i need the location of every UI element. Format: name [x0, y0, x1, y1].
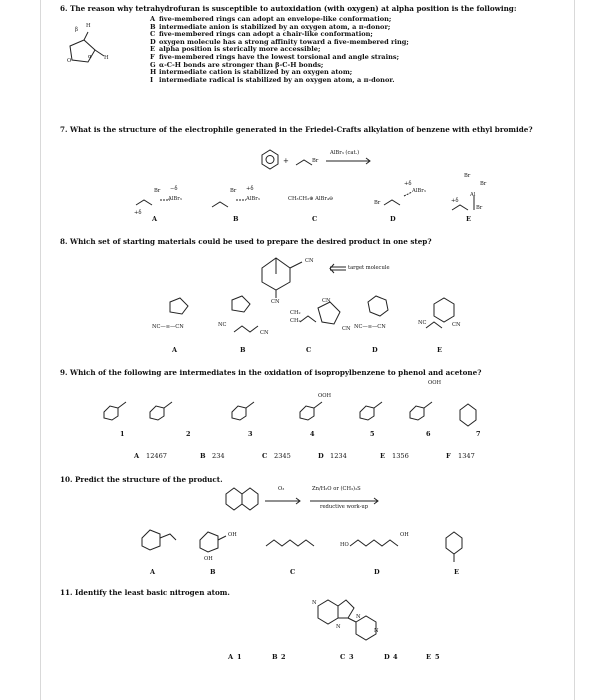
q6-o-label: O: [67, 58, 72, 64]
q9-ooh-top: OOH: [428, 380, 442, 386]
q7-letter-e: E: [466, 215, 471, 223]
q8-e-nc: NC: [418, 320, 427, 326]
q7-e-br3: Br: [476, 205, 483, 211]
option-text: five-membered rings can adopt a chair-like conformation;: [159, 30, 373, 39]
q10-d-oh: OH: [400, 532, 409, 538]
q7-letter-d: D: [390, 215, 396, 223]
q10-b-oh2: OH: [204, 556, 213, 562]
q7-letter-c: C: [312, 215, 318, 223]
q8-retro-arrowhead: [330, 264, 334, 273]
q11-answer-b[interactable]: [272, 654, 286, 662]
q10-choice-a-structure: [142, 530, 176, 550]
answer-letter: C: [262, 452, 268, 460]
q7-ethyl-bromide: [296, 160, 312, 165]
q7-e-al: Al: [470, 192, 476, 198]
answer-letter: E: [380, 452, 386, 460]
q9-answer-c[interactable]: [262, 453, 291, 461]
q9-question: 9. Which of the following are intermediates in the oxidation of isopropylbenzene to phenol and acetone?: [60, 368, 482, 377]
q6-h-label-2: H: [104, 55, 109, 61]
answer-letter: A: [228, 653, 234, 661]
option-text: intermediate anion is stabilized by an oxygen atom, a π-donor;: [159, 22, 391, 31]
q8-letter-e: E: [437, 346, 442, 354]
q8-letter-c: C: [306, 346, 312, 354]
q11-atom-2: N: [336, 624, 341, 630]
q7-b-charge: +δ: [246, 186, 254, 192]
q8-choice-d-structure: [368, 296, 388, 316]
q8-cn-bottom: CN: [271, 299, 280, 305]
q11-answer-d[interactable]: [384, 654, 398, 662]
option-letter: I: [150, 75, 154, 84]
q6-beta-label: β: [75, 27, 78, 33]
option-text: alpha position is sterically more accessible;: [159, 45, 321, 54]
q10-choice-d-structure: [350, 540, 398, 546]
q11-answer-a[interactable]: [228, 654, 242, 662]
q7-b-br: Br: [230, 188, 237, 194]
option-letter: D: [150, 37, 156, 46]
q7-choice-b-structure: [212, 200, 246, 207]
option-letter: G: [150, 60, 156, 69]
q7-e-br1: Br: [464, 173, 471, 179]
q9-num-7: 7: [476, 430, 481, 438]
answer-value: 1347: [458, 452, 475, 460]
q7-d-al: AlBr₃: [412, 188, 426, 194]
q9-answer-b[interactable]: [200, 453, 225, 461]
q7-a-al: AlBr₃: [168, 196, 182, 202]
q8-c-ch2b: CH₂: [290, 318, 301, 324]
answer-value: 12467: [146, 452, 167, 460]
q10-question: 10. Predict the structure of the product.: [60, 475, 223, 484]
q8-choice-a-structure: [170, 298, 188, 314]
q8-question: 8. Which set of starting materials could be used to prepare the desired product in one step?: [60, 237, 432, 246]
q10-choice-b-structure: [200, 532, 226, 552]
q10-letter-b: B: [210, 568, 216, 576]
q10-d-ho: HO: [340, 542, 349, 548]
answer-value: 1356: [392, 452, 409, 460]
q6-option-i[interactable]: [150, 77, 395, 85]
option-letter: A: [150, 15, 156, 23]
option-text: intermediate cation is stabilized by an oxygen atom;: [159, 68, 353, 77]
q8-c-cn2: CN: [342, 326, 351, 332]
q10-reactant-structure: [226, 488, 258, 510]
q9-num-2: 2: [186, 430, 191, 438]
answer-letter: B: [272, 653, 278, 661]
option-text: intermediate radical is stabilized by an oxygen atom, a π-donor.: [159, 75, 395, 84]
q6-alpha-label: α: [88, 54, 92, 60]
option-letter: F: [150, 53, 155, 61]
q9-structure-2: [150, 402, 172, 420]
q7-c-text: CH₃CH₂⊕ AlBr₄⊖: [288, 196, 334, 202]
q7-a-charge1: −δ: [170, 186, 178, 192]
q11-answer-c[interactable]: [340, 654, 354, 662]
q7-reagent: AlBr₃ (cat.): [330, 150, 360, 156]
answer-value: 234: [212, 452, 225, 460]
q9-ooh-3: OOH: [318, 393, 332, 399]
option-letter: E: [150, 45, 156, 54]
q10-choice-e-structure: [446, 532, 462, 562]
answer-letter: E: [426, 653, 432, 661]
option-letter: C: [150, 30, 156, 39]
q8-b-nc: NC: [218, 322, 227, 328]
q11-structure: [318, 600, 376, 640]
q7-b-al: AlBr₃: [246, 196, 260, 202]
q7-br: Br: [312, 158, 319, 164]
q9-answer-f[interactable]: [446, 453, 475, 461]
q8-choice-e-structure: [426, 298, 454, 328]
q8-letter-d: D: [372, 346, 378, 354]
q7-choice-d-structure: [384, 192, 412, 205]
q8-cn-top: CN: [305, 258, 314, 264]
q11-answer-e[interactable]: [426, 654, 440, 662]
q9-num-6: 6: [426, 430, 431, 438]
q9-structure-4: [300, 402, 322, 420]
q8-a-text: NC—≡—CN: [152, 324, 184, 330]
q9-num-5: 5: [370, 430, 375, 438]
q11-question: 11. Identify the least basic nitrogen atom.: [60, 588, 230, 597]
answer-letter: C: [340, 653, 346, 661]
q9-answer-e[interactable]: [380, 453, 409, 461]
answer-letter: D: [318, 452, 324, 460]
answer-letter: F: [446, 452, 451, 460]
q8-choice-c-structure: [300, 302, 340, 324]
q7-a-charge2: +δ: [134, 210, 142, 216]
option-text: α-C-H bonds are stronger than β-C-H bonds;: [159, 60, 324, 69]
q9-answer-a[interactable]: [134, 453, 167, 461]
q10-reagent1: O₃: [278, 486, 285, 492]
q7-d-br: Br: [374, 200, 381, 206]
answer-value: 2: [281, 653, 286, 661]
q9-structure-6: [410, 402, 432, 420]
q9-answer-d[interactable]: [318, 453, 347, 461]
q9-num-3: 3: [248, 430, 253, 438]
q10-b-oh1: OH: [228, 532, 237, 538]
q8-letter-b: B: [240, 346, 246, 354]
q8-target: target molecule: [348, 265, 390, 271]
option-text: oxygen molecule has a strong affinity toward a five-membered ring;: [159, 37, 409, 46]
q8-target-structure: [262, 258, 302, 298]
q8-d-text: NC—≡—CN: [354, 324, 386, 330]
q7-choice-a-structure: [136, 200, 170, 205]
answer-value: 3: [349, 653, 354, 661]
q6-question: 6. The reason why tetrahydrofuran is susceptible to autoxidation (with oxygen) at alpha position is the following:: [60, 4, 517, 13]
q6-h-label-1: H: [86, 23, 91, 29]
answer-value: 4: [393, 653, 398, 661]
q7-e-br2: Br: [480, 181, 487, 187]
q8-letter-a: A: [172, 346, 178, 354]
q9-structure-3: [232, 402, 254, 420]
q8-e-cn: CN: [452, 322, 461, 328]
answer-value: 1234: [330, 452, 347, 460]
answer-letter: B: [200, 452, 206, 460]
answer-value: 2345: [274, 452, 291, 460]
q10-letter-a: A: [150, 568, 156, 576]
q8-c-ch2a: CH₂: [290, 310, 301, 316]
q11-atom-3: N: [356, 614, 361, 620]
q7-d-charge: +δ: [404, 181, 412, 187]
q11-atom-4: N: [374, 628, 379, 634]
q9-num-1: 1: [120, 430, 125, 438]
q7-e-charge: +δ: [451, 198, 459, 204]
q10-letter-e: E: [454, 568, 459, 576]
q9-structure-5: [360, 402, 382, 420]
q7-plus: +: [283, 157, 289, 165]
option-text: five-membered rings have the lowest torsional and angle strains;: [159, 53, 400, 61]
answer-letter: D: [384, 653, 390, 661]
q9-num-4: 4: [310, 430, 315, 438]
option-letter: B: [150, 22, 156, 31]
q10-letter-c: C: [290, 568, 296, 576]
q10-choice-c-structure: [266, 540, 314, 546]
answer-value: 1: [237, 653, 242, 661]
q11-atom-1: N: [312, 600, 317, 606]
q9-structure-1: [104, 402, 126, 420]
q10-letter-d: D: [374, 568, 380, 576]
thf-structure: [70, 32, 104, 62]
q7-question: 7. What is the structure of the electrophile generated in the Friedel-Crafts alkylation of benzene with ethyl bromide?: [60, 125, 533, 134]
q7-a-br: Br: [154, 188, 161, 194]
answer-letter: A: [134, 452, 140, 460]
q7-letter-b: B: [233, 215, 239, 223]
answer-value: 5: [435, 653, 440, 661]
option-text: five-membered rings can adopt an envelope-like conformation;: [159, 15, 392, 23]
q10-reagent3: reductive work-up: [320, 504, 369, 510]
q10-reagent2: Zn/H₂O or (CH₃)₂S: [312, 486, 361, 492]
q8-choice-b-structure: [232, 296, 258, 332]
q7-letter-a: A: [152, 215, 158, 223]
option-letter: H: [150, 68, 157, 77]
q9-structure-7: [460, 404, 476, 426]
q8-c-cn1: CN: [322, 298, 331, 304]
q8-b-cn: CN: [260, 330, 269, 336]
q7-benzene: [262, 150, 278, 169]
